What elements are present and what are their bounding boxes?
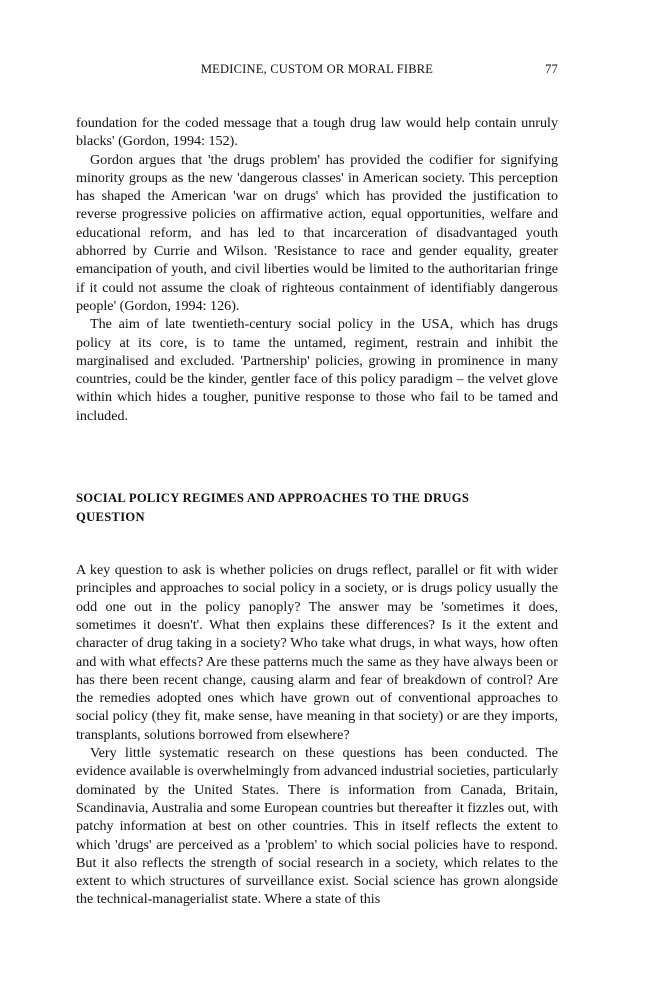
running-title: MEDICINE, CUSTOM OR MORAL FIBRE <box>200 62 434 76</box>
section-heading: SOCIAL POLICY REGIMES AND APPROACHES TO THE DRUGS QUESTION <box>76 491 470 524</box>
page-number: 77 <box>545 62 558 76</box>
paragraph-key-question: A key question to ask is whether policies on drugs reflect, parallel or fit with wider principles and approaches to social policy in a society, or is drugs policy usually the odd one out in the policy panoply? The answer may be 'sometimes it does, sometimes it doesn't'. What then explains these differences? Is it the extent and character of drug taking in a society? Who take what drugs, in what ways, how often and with what effects? Are these patterns much the same as they have always been or has there been recent change, causing alarm and fear of breakdown of control? Are the remedies adopted ones which have grown out of conventional approaches to social policy (they fit, make sense, have meaning in that society) or are they imports, transplants, solutions borrowed from elsewhere? <box>76 562 558 743</box>
running-head <box>76 62 558 82</box>
section-body <box>76 561 558 909</box>
paragraph-gordon-argues: Gordon argues that 'the drugs problem' has provided the codifier for signifying minority groups as the new 'dangerous classes' in American society. This perception has shaped the American 'war on drugs' which has provided the justification to reverse progressive policies on affirmative action, equal opportunities, welfare and educational reform, and has led to that incarceration of disadvantaged youth abhorred by Currie and Wilson. 'Resistance to race and gender equality, greater emancipation of youth, and civil liberties would be limited to the authoritarian fringe if it could not assume the cloak of righteous containment of identifiably dangerous people' (Gordon, 1994: 126). <box>76 151 558 314</box>
paragraph-little-research: Very little systematic research on these questions has been conducted. The evidence available is overwhelmingly from advanced industrial societies, particularly dominated by the United States. There is information from Canada, Britain, Scandinavia, Australia and some European countries but thereafter it fizzles out, with patchy information at best on other countries. This in itself reflects the extent to which 'drugs' are perceived as a 'problem' to which social policies have to respond. But it also reflects the strength of social research in a society, which relates to the extent to which structures of surveillance exist. Social science has grown alongside the technical-managerialist state. Where a state of this <box>76 745 558 908</box>
paragraph-continued: foundation for the coded message that a tough drug law would help contain unruly blacks' (Gordon, 1994: 152). <box>76 115 558 150</box>
body-text <box>76 114 558 425</box>
book-page <box>76 62 558 909</box>
paragraph-aim-of-social-policy: The aim of late twentieth-century social policy in the USA, which has drugs policy at its core, is to tame the untamed, regiment, restrain and inhibit the marginalised and excluded. 'Partnership' policies, growing in prominence in many countries, could be the kinder, gentler face of this policy paradigm – the velvet glove within which hides a tougher, punitive response to those who fail to be tamed and included. <box>76 316 558 424</box>
